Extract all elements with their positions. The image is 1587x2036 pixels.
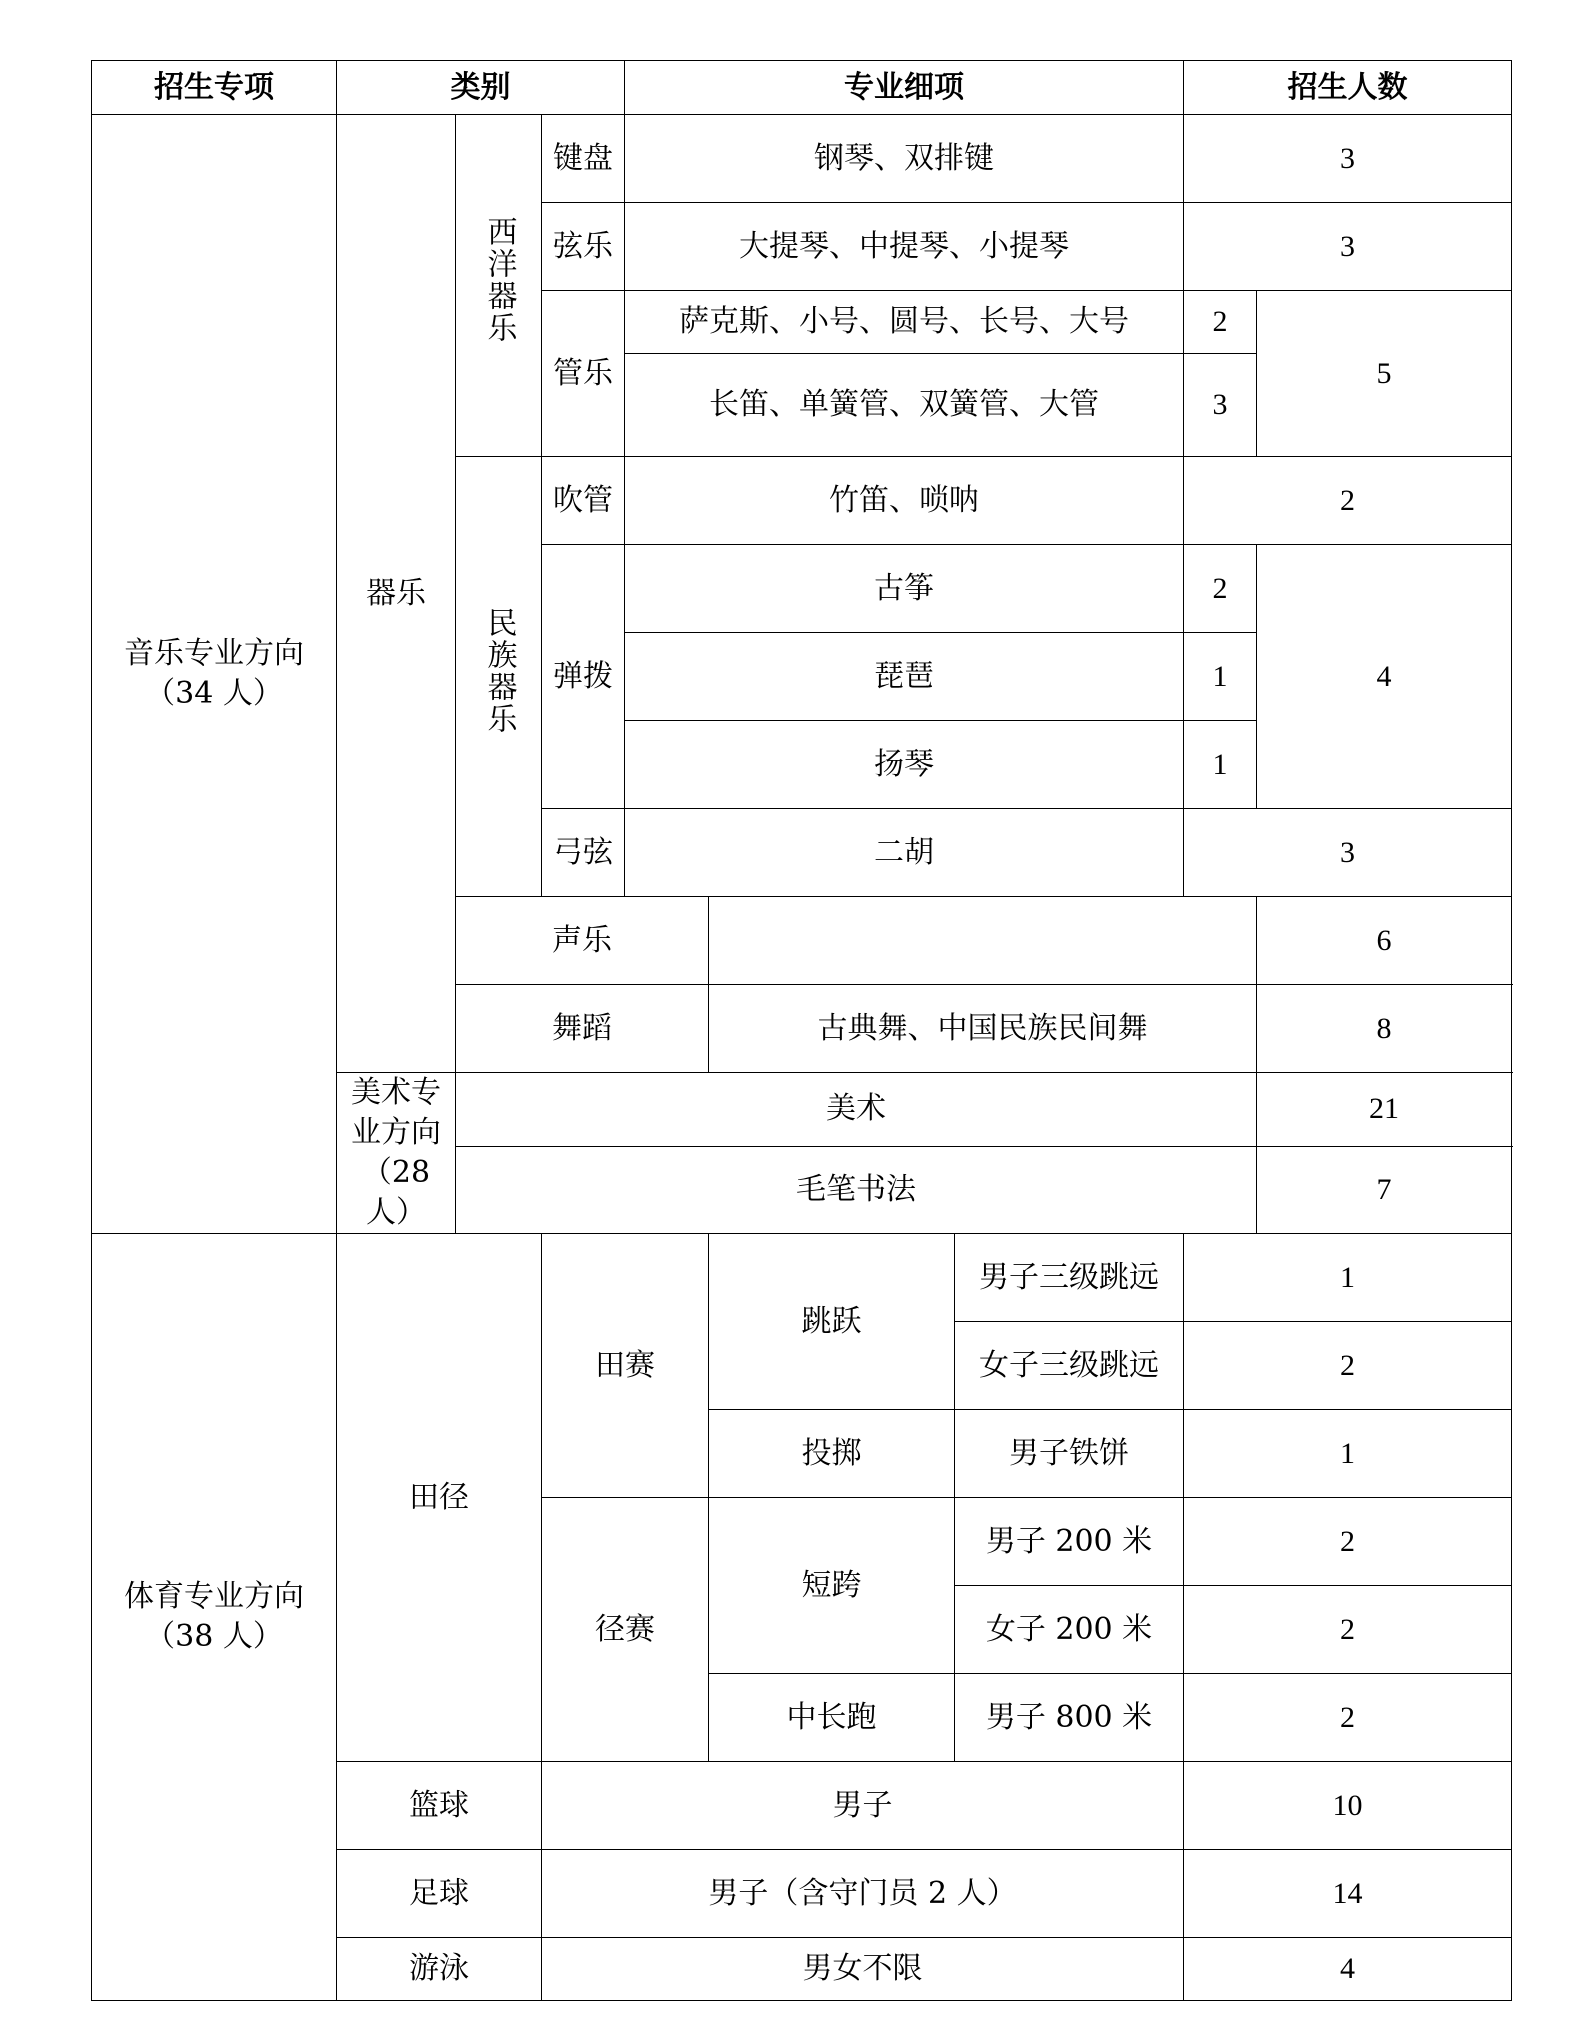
gongxian-count: 3 [1184,809,1512,897]
dance-count: 8 [1257,985,1512,1073]
men-200m-count: 2 [1184,1498,1512,1586]
sports-direction-quota: （38 人） [145,1619,283,1654]
football-label: 足球 [337,1850,542,1938]
art-direction-quota: （28 人） [361,1155,431,1230]
brass-detail: 萨克斯、小号、圆号、长号、大号 [625,291,1184,354]
basketball-detail: 男子 [542,1762,1184,1850]
pipa-count: 1 [1184,633,1257,721]
winds-total: 5 [1257,291,1512,457]
jump-label: 跳跃 [709,1234,955,1410]
tanbo-total: 4 [1257,545,1512,809]
woodwind-detail: 长笛、单簧管、双簧管、大管 [625,354,1184,457]
table-row [92,1234,1512,1322]
guzheng-detail: 古筝 [625,545,1184,633]
gongxian-detail: 二胡 [625,809,1184,897]
sports-direction-title: 体育专业方向 [124,1579,304,1614]
dance-label: 舞蹈 [456,985,709,1073]
guzheng-count: 2 [1184,545,1257,633]
header-category: 招生专项 [92,61,337,115]
women-200m-count: 2 [1184,1586,1512,1674]
men-800m-count: 2 [1184,1674,1512,1762]
keyboard-detail: 钢琴、双排键 [625,115,1184,203]
brass-count: 2 [1184,291,1257,354]
calligraphy-label: 毛笔书法 [456,1146,1257,1233]
men-triple-jump-count: 1 [1184,1234,1512,1322]
art-direction-cell [337,1073,456,1234]
throw-label: 投掷 [709,1410,955,1498]
calligraphy-count: 7 [1257,1146,1512,1233]
middle-long-label: 中长跑 [709,1674,955,1762]
strings-label: 弦乐 [542,203,625,291]
swimming-label: 游泳 [337,1938,542,2001]
basketball-count: 10 [1184,1762,1512,1850]
header-type: 类别 [337,61,625,115]
yangqin-count: 1 [1184,721,1257,809]
chinese-instruments-cell [456,457,542,897]
basketball-label: 篮球 [337,1762,542,1850]
keyboard-count: 3 [1184,115,1512,203]
football-count: 14 [1184,1850,1512,1938]
men-triple-jump-label: 男子三级跳远 [955,1234,1184,1322]
header-row [92,61,1512,115]
vocal-count: 6 [1257,897,1512,985]
men-800m-label: 男子 800 米 [955,1674,1184,1762]
art-direction-title: 美术专业方向 [351,1075,441,1150]
music-direction-title: 音乐专业方向 [124,636,304,671]
yangqin-detail: 扬琴 [625,721,1184,809]
women-triple-jump-label: 女子三级跳远 [955,1322,1184,1410]
winds-label: 管乐 [542,291,625,457]
strings-detail: 大提琴、中提琴、小提琴 [625,203,1184,291]
strings-count: 3 [1184,203,1512,291]
enrollment-table [91,60,1512,2001]
western-instruments-label: 西洋器乐 [481,216,517,344]
gongxian-label: 弓弦 [542,809,625,897]
chinese-instruments-label: 民族器乐 [481,607,517,735]
western-instruments-cell [456,115,542,457]
vocal-label: 声乐 [456,897,709,985]
music-direction-cell [92,115,337,1234]
fine-art-label: 美术 [456,1073,1257,1147]
hurdles-label: 短跨 [709,1498,955,1674]
football-detail: 男子（含守门员 2 人） [542,1850,1184,1938]
men-discus-label: 男子铁饼 [955,1410,1184,1498]
chuiguan-label: 吹管 [542,457,625,545]
women-200m-label: 女子 200 米 [955,1586,1184,1674]
music-direction-quota: （34 人） [145,676,283,711]
sports-direction-cell [92,1234,337,2001]
swimming-count: 4 [1184,1938,1512,2001]
header-count: 招生人数 [1184,61,1512,115]
header-detail: 专业细项 [625,61,1184,115]
dance-detail: 古典舞、中国民族民间舞 [709,985,1257,1073]
swimming-detail: 男女不限 [542,1938,1184,2001]
vocal-detail [709,897,1257,985]
women-triple-jump-count: 2 [1184,1322,1512,1410]
track-events-label: 径赛 [542,1498,709,1762]
keyboard-label: 键盘 [542,115,625,203]
chuiguan-detail: 竹笛、唢呐 [625,457,1184,545]
woodwind-count: 3 [1184,354,1257,457]
men-200m-label: 男子 200 米 [955,1498,1184,1586]
table-row [92,115,1512,203]
tanbo-label: 弹拨 [542,545,625,809]
instrumental-cell: 器乐 [337,115,456,1073]
field-events-label: 田赛 [542,1234,709,1498]
track-field-label: 田径 [337,1234,542,1762]
men-discus-count: 1 [1184,1410,1512,1498]
chuiguan-count: 2 [1184,457,1512,545]
fine-art-count: 21 [1257,1073,1512,1147]
pipa-detail: 琵琶 [625,633,1184,721]
